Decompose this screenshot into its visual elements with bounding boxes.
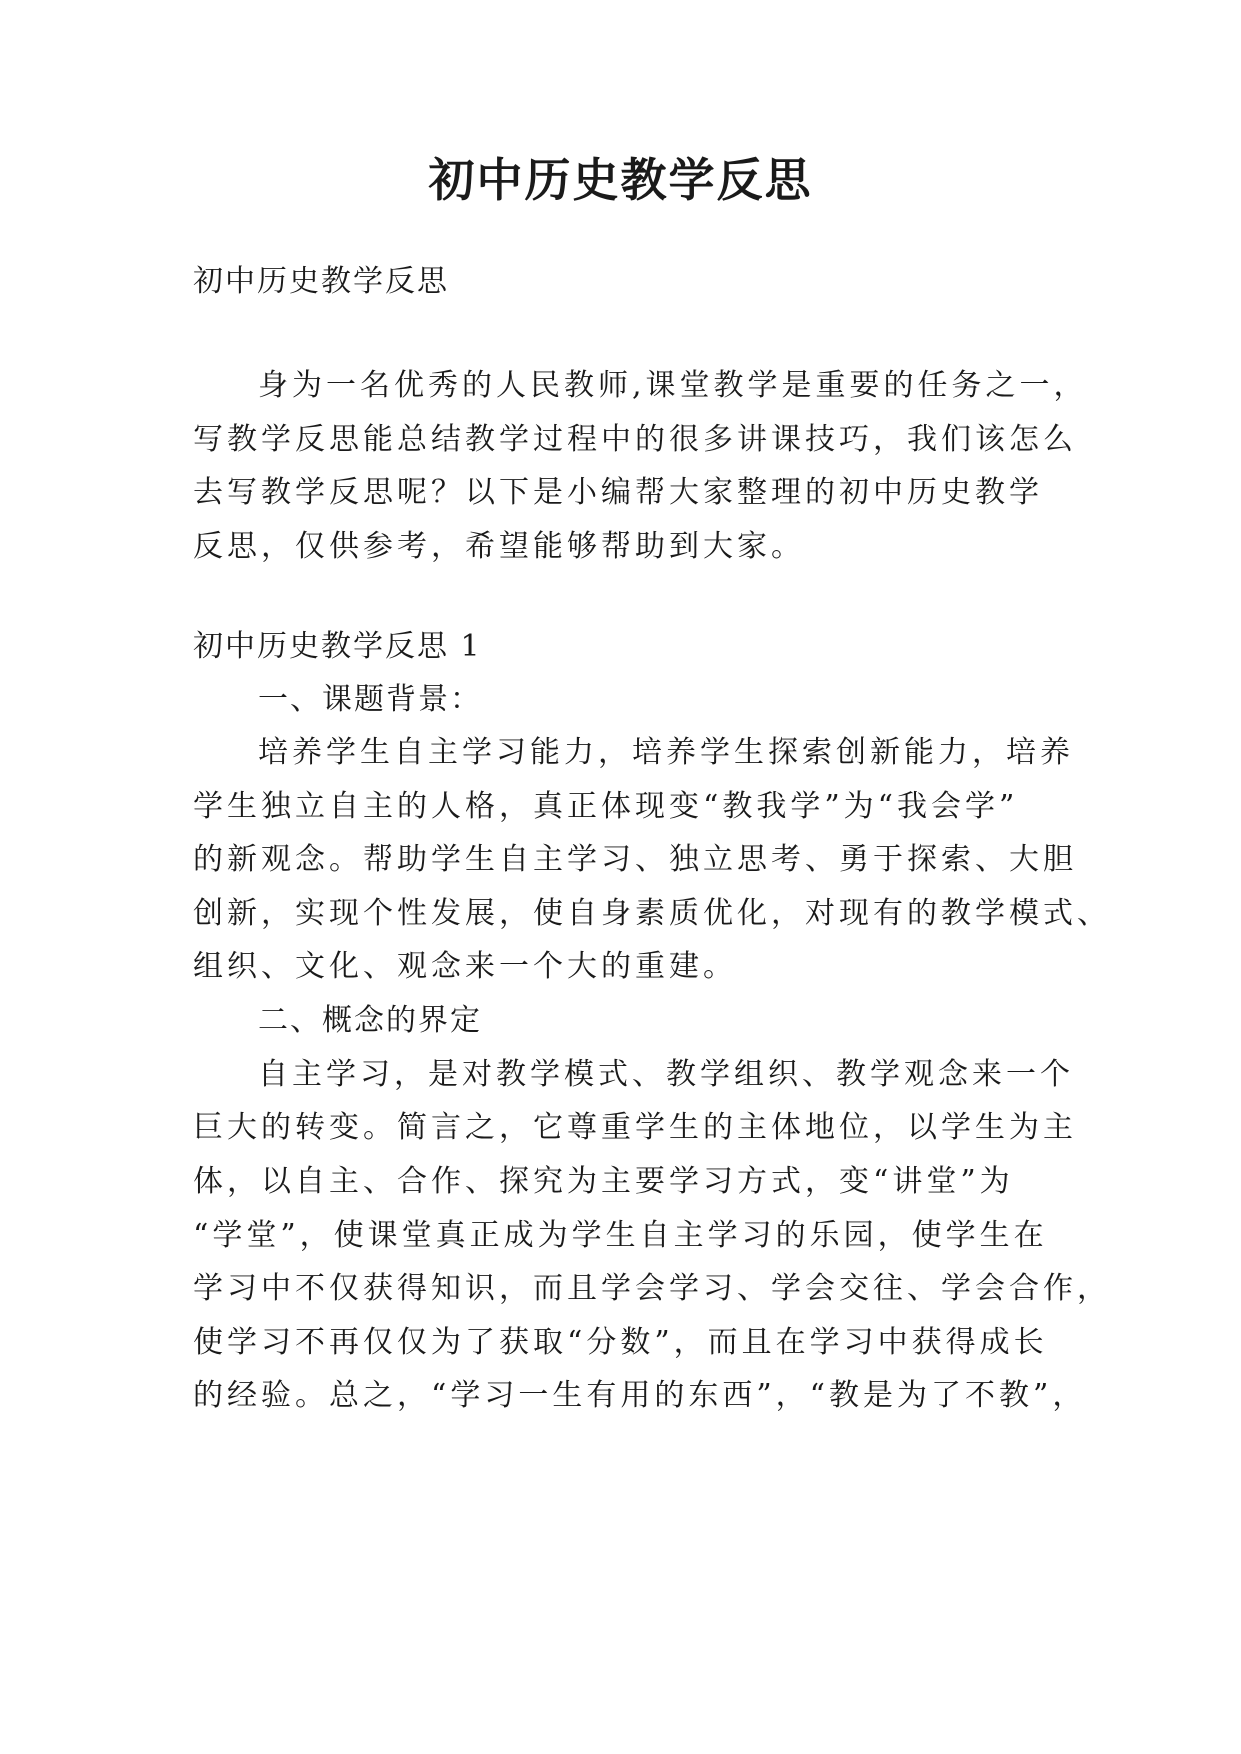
subtitle: 初中历史教学反思 [193,264,449,299]
document-title: 初中历史教学反思 [428,153,813,207]
part1-line-5: 组织、文化、观念来一个大的重建。 [193,949,737,984]
part1-heading: 一、课题背景： [258,682,482,717]
part2-line-7: 的经验。总之，“学习一生有用的东西”，“教是为了不教”， [193,1378,1087,1413]
part1-line-4: 创新，实现个性发展，使自身素质优化，对现有的教学模式、 [193,896,1111,931]
part1-line-3: 的新观念。帮助学生自主学习、独立思考、勇于探索、大胆 [193,842,1077,877]
part1-line-2: 学生独立自主的人格，真正体现变“教我学”为“我会学” [193,789,1019,824]
intro-line-3: 去写教学反思呢？以下是小编帮大家整理的初中历史教学 [193,475,1043,510]
section-heading-1: 初中历史教学反思 1 [193,629,482,664]
part2-heading: 二、概念的界定 [258,1003,482,1038]
intro-line-2: 写教学反思能总结教学过程中的很多讲课技巧，我们该怎么 [193,422,1077,457]
intro-line-1: 身为一名优秀的人民教师,课堂教学是重要的任务之一， [258,368,1088,403]
part2-line-3: 体，以自主、合作、探究为主要学习方式，变“讲堂”为 [193,1164,1014,1199]
part2-line-5: 学习中不仅获得知识，而且学会学习、学会交往、学会合作， [193,1271,1111,1306]
part2-line-1: 自主学习，是对教学模式、教学组织、教学观念来一个 [258,1057,1074,1092]
part2-line-2: 巨大的转变。简言之，它尊重学生的主体地位，以学生为主 [193,1110,1077,1145]
intro-line-4: 反思，仅供参考，希望能够帮助到大家。 [193,529,805,564]
part1-line-1: 培养学生自主学习能力，培养学生探索创新能力，培养 [258,735,1074,770]
part2-line-4: “学堂”，使课堂真正成为学生自主学习的乐园，使学生在 [193,1218,1048,1253]
part2-line-6: 使学习不再仅仅为了获取“分数”，而且在学习中获得成长 [193,1325,1048,1360]
